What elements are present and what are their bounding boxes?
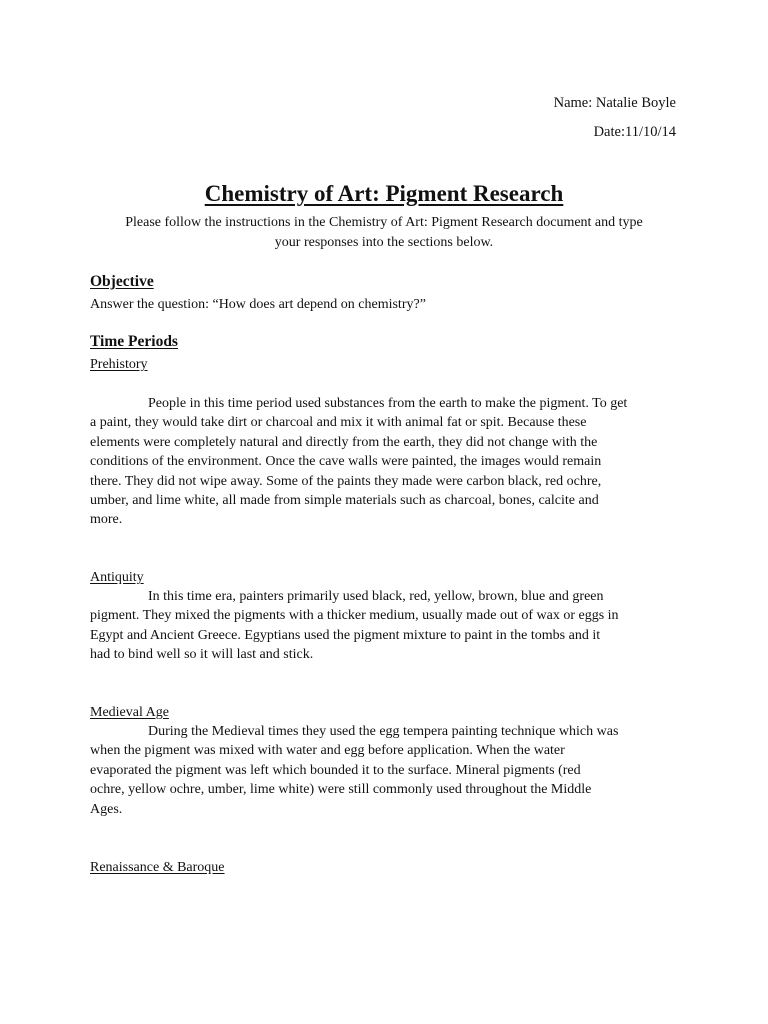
- student-name: Name: Natalie Boyle: [553, 95, 676, 111]
- paragraph-line: pigment. They mixed the pigments with a thicker medium, usually made out of wax or eggs in: [90, 608, 619, 624]
- paragraph-line: a paint, they would take dirt or charcoal and mix it with animal fat or spit. Because these: [90, 415, 587, 431]
- objective-text: Answer the question: “How does art depend on chemistry?”: [90, 297, 426, 312]
- objective-heading: Objective: [90, 273, 154, 290]
- paragraph-line: there. They did not wipe away. Some of the paints they made were carbon black, red ochre,: [90, 473, 602, 489]
- instructions-line-1: Please follow the instructions in the Chemistry of Art: Pigment Research document and type: [125, 215, 643, 230]
- renaissance-baroque-heading: Renaissance & Baroque: [90, 860, 225, 875]
- paragraph-line: People in this time period used substances from the earth to make the pigment. To get: [148, 396, 628, 411]
- medieval-age-paragraph: [90, 722, 678, 819]
- paragraph-line: when the pigment was mixed with water and egg before application. When the water: [90, 743, 565, 759]
- paragraph-line: In this time era, painters primarily used black, red, yellow, brown, blue and green: [148, 589, 604, 604]
- antiquity-heading: Antiquity: [90, 570, 144, 585]
- paragraph-line: evaporated the pigment was left which bounded it to the surface. Mineral pigments (red: [90, 762, 581, 778]
- prehistory-heading: Prehistory: [90, 357, 148, 372]
- document-title: Chemistry of Art: Pigment Research: [204, 181, 564, 206]
- paragraph-line: During the Medieval times they used the egg tempera painting technique which was: [148, 724, 619, 739]
- paragraph-line: Ages.: [90, 801, 123, 817]
- antiquity-paragraph: [90, 587, 678, 665]
- document-date: Date:11/10/14: [593, 124, 676, 140]
- paragraph-line: Egypt and Ancient Greece. Egyptians used the pigment mixture to paint in the tombs and it: [90, 627, 601, 643]
- instructions-line-2: your responses into the sections below.: [274, 234, 494, 250]
- paragraph-line: more.: [90, 512, 123, 528]
- instructions-paragraph: [90, 213, 678, 252]
- prehistory-paragraph: [90, 394, 678, 530]
- paragraph-line: elements were completely natural and directly from the earth, they did not change with the: [90, 434, 598, 450]
- paragraph-line: had to bind well so it will last and stick.: [90, 647, 314, 663]
- paragraph-line: ochre, yellow ochre, umber, lime white) were still commonly used throughout the Middle: [90, 782, 592, 798]
- paragraph-line: conditions of the environment. Once the cave walls were painted, the images would remain: [90, 454, 602, 470]
- medieval-age-heading: Medieval Age: [90, 705, 169, 720]
- paragraph-line: umber, and lime white, all made from simple materials such as charcoal, bones, calcite and: [90, 493, 599, 509]
- time-periods-heading: Time Periods: [90, 333, 178, 350]
